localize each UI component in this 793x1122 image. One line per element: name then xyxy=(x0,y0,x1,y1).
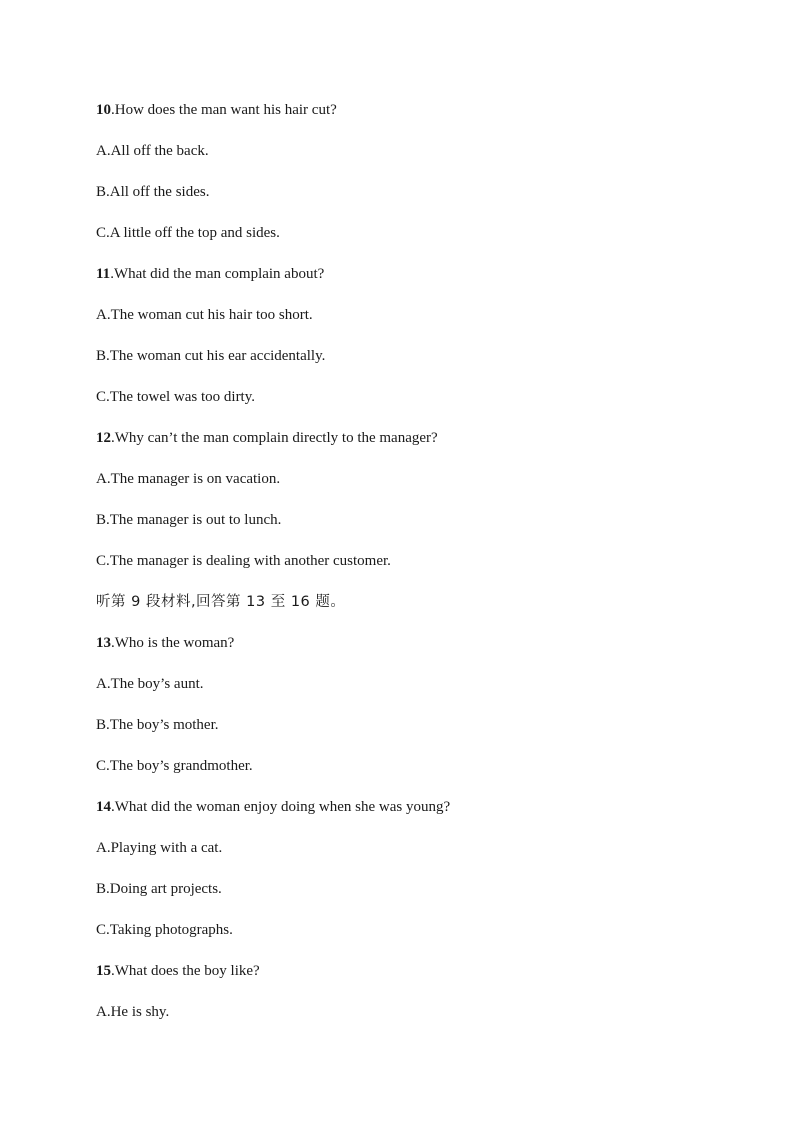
question-number: 13 xyxy=(96,635,111,651)
question-number: 14 xyxy=(96,799,111,815)
question-text: .How does the man want his hair cut? xyxy=(111,102,337,118)
question-number: 11 xyxy=(96,266,111,282)
option-12-b: B.The manager is out to lunch. xyxy=(96,512,282,528)
option-10-b: B.All off the sides. xyxy=(96,184,210,200)
option-10-c: C.A little off the top and sides. xyxy=(96,225,280,241)
option-11-c: C.The towel was too dirty. xyxy=(96,389,256,405)
option-15-a: A.He is shy. xyxy=(96,1004,170,1020)
question-14 xyxy=(96,794,736,835)
option-12-a: A.The manager is on vacation. xyxy=(96,471,281,487)
section-instruction: 听第 9 段材料,回答第 13 至 16 题。 xyxy=(96,594,346,610)
option-13-a: A.The boy’s aunt. xyxy=(96,676,204,692)
question-text: .What does the boy like? xyxy=(111,963,260,979)
option-13-c: C.The boy’s grandmother. xyxy=(96,758,253,774)
option-11-a: A.The woman cut his hair too short. xyxy=(96,307,313,323)
question-15 xyxy=(96,958,736,999)
option-11-b: B.The woman cut his ear accidentally. xyxy=(96,348,326,364)
question-13 xyxy=(96,630,736,671)
question-text: .What did the woman enjoy doing when she was young? xyxy=(111,799,451,815)
question-12 xyxy=(96,425,736,466)
option-14-c: C.Taking photographs. xyxy=(96,922,233,938)
question-10 xyxy=(96,97,736,138)
option-10-a: A.All off the back. xyxy=(96,143,209,159)
question-text: .Who is the woman? xyxy=(111,635,235,651)
question-number: 10 xyxy=(96,102,111,118)
question-number: 12 xyxy=(96,430,111,446)
option-14-b: B.Doing art projects. xyxy=(96,881,222,897)
question-11 xyxy=(96,261,736,302)
page-content xyxy=(96,97,736,1040)
option-14-a: A.Playing with a cat. xyxy=(96,840,223,856)
question-text: .What did the man complain about? xyxy=(110,266,325,282)
question-text: .Why can’t the man complain directly to the manager? xyxy=(111,430,438,446)
option-12-c: C.The manager is dealing with another customer. xyxy=(96,553,391,569)
question-number: 15 xyxy=(96,963,111,979)
option-13-b: B.The boy’s mother. xyxy=(96,717,219,733)
